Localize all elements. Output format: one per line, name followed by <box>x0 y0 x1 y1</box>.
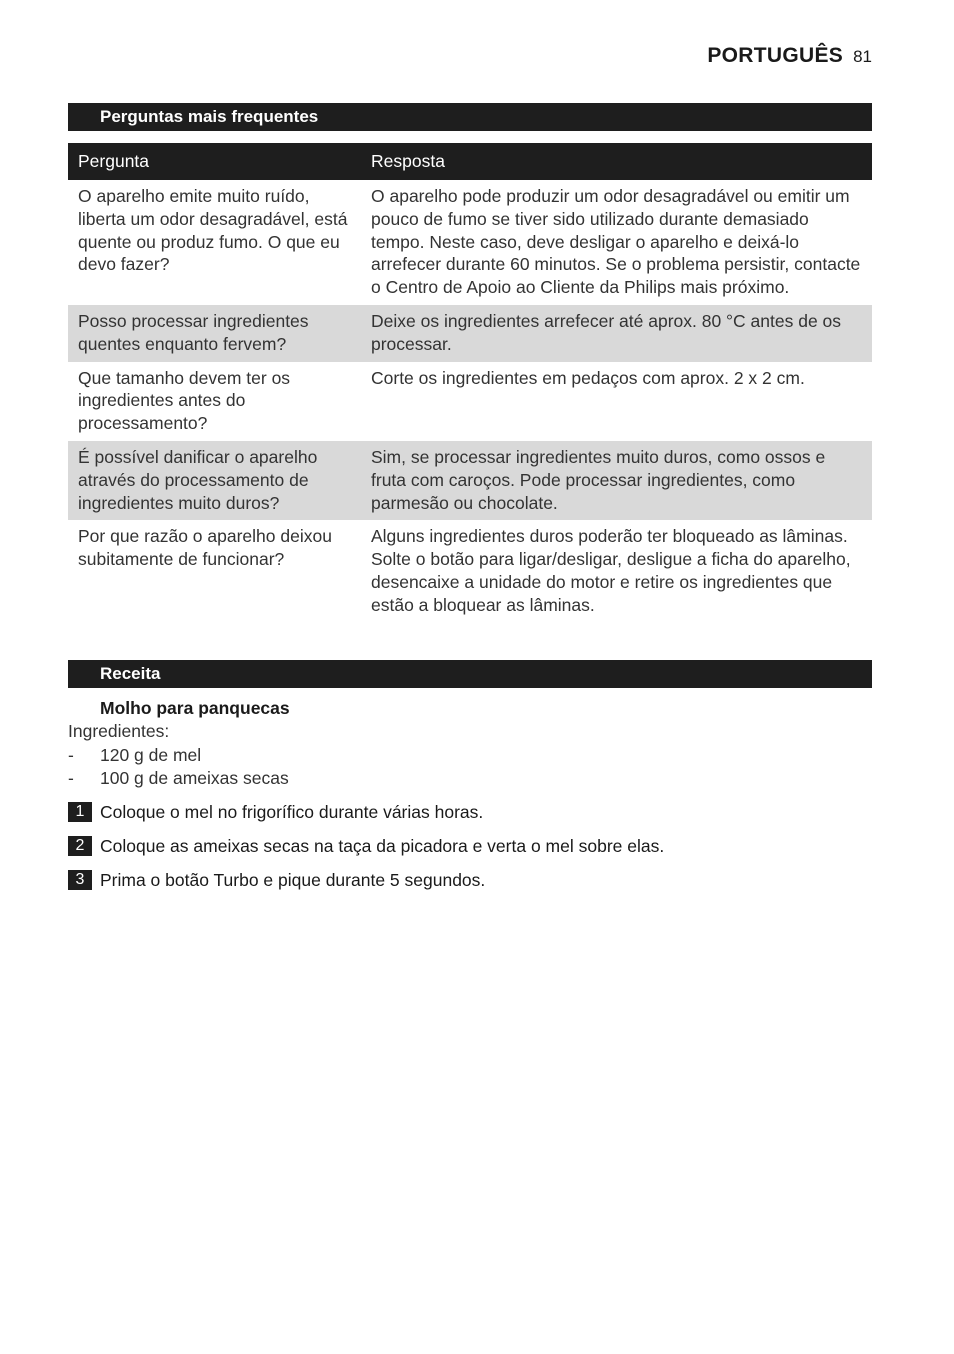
list-bullet: - <box>68 745 74 765</box>
list-bullet: - <box>68 767 74 788</box>
language-title: PORTUGUÊS <box>707 44 844 67</box>
table-row <box>68 180 872 305</box>
question-cell: É possível danificar o aparelho através do processamento de ingredientes muito duros? <box>68 441 361 520</box>
answer-cell: Sim, se processar ingredientes muito duros, como ossos e fruta com caroços. Pode processar ingredientes, como parmesão ou chocolate. <box>361 441 872 520</box>
faq-table <box>68 143 872 623</box>
question-cell: Por que razão o aparelho deixou subitamente de funcionar? <box>78 526 332 570</box>
table-row <box>68 441 872 520</box>
step-number-badge: 1 <box>68 802 92 822</box>
ingredients-label: Ingredientes: <box>68 721 170 741</box>
step-text: Coloque o mel no frigorífico durante várias horas. <box>100 801 484 822</box>
step-item <box>68 869 664 891</box>
step-text: Prima o botão Turbo e pique durante 5 segundos. <box>100 869 486 890</box>
answer-cell: Alguns ingredientes duros poderão ter bloqueado as lâminas. Solte o botão para ligar/desligar, desligue a ficha do aparelho, desencaixe a unidade do motor e retire os ingredientes que estão a bloquear as lâminas. <box>371 526 851 615</box>
answer-cell: Corte os ingredientes em pedaços com aprox. 2 x 2 cm. <box>371 367 805 388</box>
question-cell: O aparelho emite muito ruído, liberta um odor desagradável, está quente ou produz fumo. O que eu devo fazer? <box>78 186 348 275</box>
answer-cell: O aparelho pode produzir um odor desagradável ou emitir um pouco de fumo se tiver sido utilizado durante demasiado tempo. Neste caso, deve desligar o aparelho e deixá-lo arrefecer durante 60 minutos. Se o problema persistir, contacte o Centro de Apoio ao Cliente da Philips mais próximo. <box>371 186 861 298</box>
table-row <box>68 520 872 622</box>
recipe-title: Molho para panquecas <box>100 698 290 718</box>
question-column-header: Pergunta <box>68 143 361 180</box>
ingredient-list <box>68 744 289 790</box>
ingredient-text: 100 g de ameixas secas <box>100 767 289 788</box>
list-item <box>68 767 289 790</box>
faq-section-heading: Perguntas mais frequentes <box>68 103 872 131</box>
recipe-steps <box>68 801 664 903</box>
step-text: Coloque as ameixas secas na taça da picadora e verta o mel sobre elas. <box>100 835 665 856</box>
step-item <box>68 801 664 823</box>
page-header <box>707 44 872 68</box>
question-cell: Posso processar ingredientes quentes enquanto fervem? <box>68 305 361 362</box>
table-row <box>68 362 872 441</box>
page-number: 81 <box>853 47 872 66</box>
answer-column-header: Resposta <box>361 143 872 180</box>
question-cell: Que tamanho devem ter os ingredientes antes do processamento? <box>78 367 291 434</box>
faq-header-row <box>68 143 872 180</box>
table-row <box>68 305 872 362</box>
recipe-section-heading: Receita <box>68 660 872 688</box>
step-number-badge: 3 <box>68 870 92 890</box>
ingredient-text: 120 g de mel <box>100 745 202 765</box>
list-item <box>68 744 289 767</box>
answer-cell: Deixe os ingredientes arrefecer até aprox. 80 °C antes de os processar. <box>361 305 872 362</box>
step-item <box>68 835 664 857</box>
step-number-badge: 2 <box>68 836 92 856</box>
